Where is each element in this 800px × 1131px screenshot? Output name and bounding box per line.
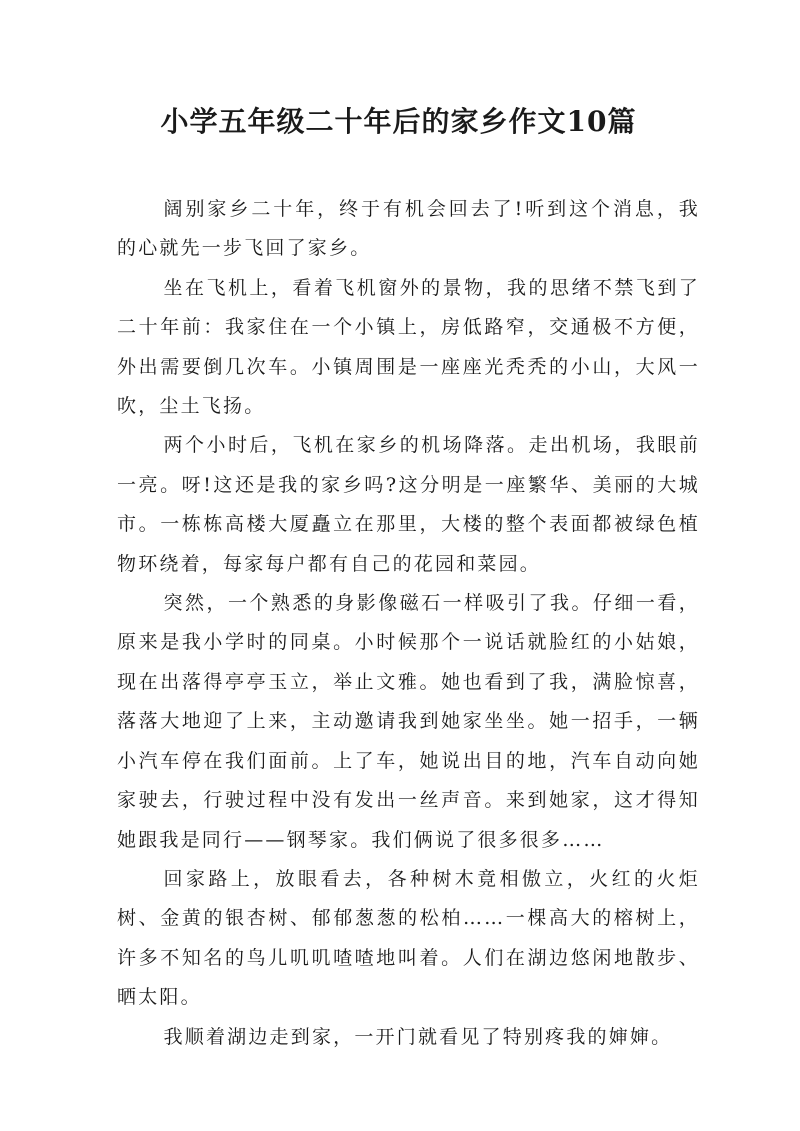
paragraph-1: 阔别家乡二十年，终于有机会回去了!听到这个消息，我的心就先一步飞回了家乡。 xyxy=(117,198,700,260)
paragraph-3: 两个小时后，飞机在家乡的机场降落。走出机场，我眼前一亮。呀!这还是我的家乡吗?这分明是一座繁华、美丽的大城市。一栋栋高楼大厦矗立在那里，大楼的整个表面都被绿色植物环绕着，每家每户都有自己的花园和菜园。 xyxy=(117,434,700,575)
paragraph-2: 坐在飞机上，看着飞机窗外的景物，我的思绪不禁飞到了二十年前：我家住在一个小镇上，房低路窄，交通极不方便，外出需要倒几次车。小镇周围是一座座光秃秃的小山，大风一吹，尘土飞扬。 xyxy=(117,276,700,418)
document-body xyxy=(117,190,700,1057)
paragraph-4: 突然，一个熟悉的身影像磁石一样吸引了我。仔细一看，原来是我小学时的同桌。小时候那个一说话就脸红的小姑娘，现在出落得亭亭玉立，举止文雅。她也看到了我，满脸惊喜，落落大地迎了上来，主动邀请我到她家坐坐。她一招手，一辆小汽车停在我们面前。上了车，她说出目的地，汽车自动向她家驶去，行驶过程中没有发出一丝声音。来到她家，这才得知她跟我是同行——钢琴家。我们俩说了很多很多…… xyxy=(117,592,700,851)
paragraph-5: 回家路上，放眼看去，各种树木竟相傲立，火红的火炬树、金黄的银杏树、郁郁葱葱的松柏……一棵高大的榕树上，许多不知名的鸟儿叽叽喳喳地叫着。人们在湖边悠闲地散步、晒太阳。 xyxy=(117,867,700,1009)
paragraph-6: 我顺着湖边走到家，一开门就看见了特别疼我的婶婶。 xyxy=(163,1025,673,1048)
document-title: 小学五年级二十年后的家乡作文10篇 xyxy=(160,105,637,138)
